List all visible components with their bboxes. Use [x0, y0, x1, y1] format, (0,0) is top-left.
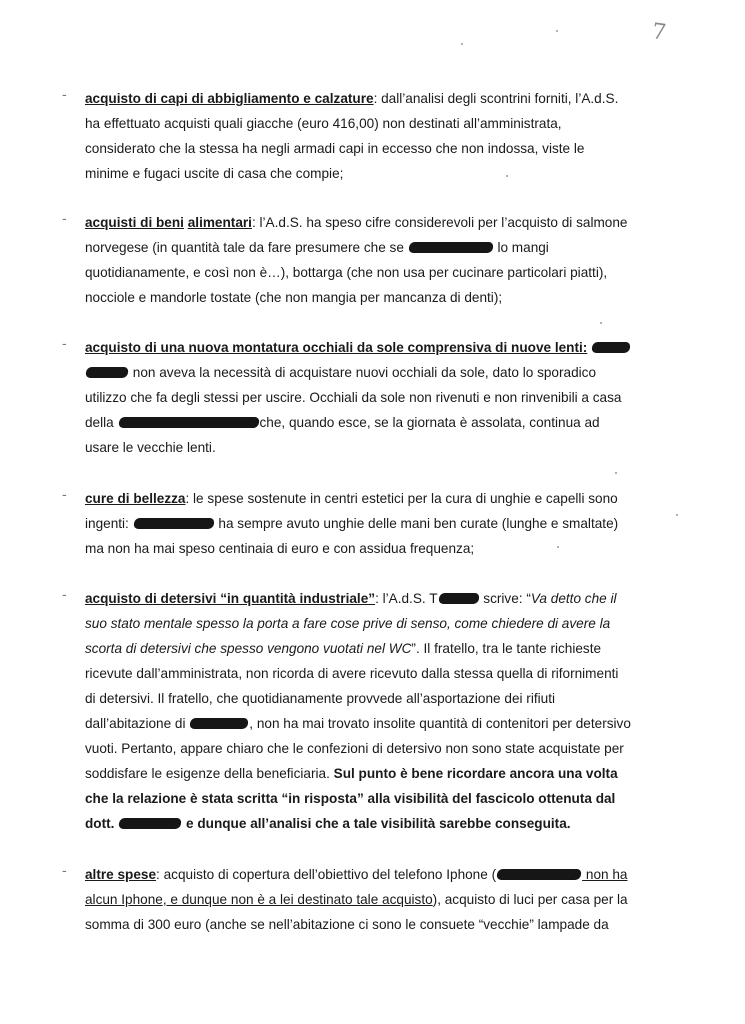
text-line	[85, 285, 682, 310]
text-line	[85, 486, 682, 511]
text-line	[85, 536, 682, 561]
text-segment: ingenti:	[85, 516, 133, 531]
text-segment: utilizzo che fa degli stessi per uscire. Occhiali da sole non rivenuti e non rinvenibili a casa	[85, 390, 622, 405]
text-line	[85, 887, 682, 912]
text-line	[85, 586, 682, 611]
text-line	[85, 360, 682, 385]
text-line	[85, 136, 682, 161]
page-number-mark: 7	[650, 19, 668, 46]
text-segment: suo stato mentale spesso la porta a fare cose prive di senso, come chiedere di avere la	[85, 616, 611, 631]
text-line	[85, 912, 682, 937]
text-line	[85, 260, 682, 285]
text-segment: ma non ha mai speso centinaia di euro e con assidua frequenza;	[85, 541, 475, 556]
redaction-mark	[118, 417, 260, 428]
bullet-dash: -	[62, 486, 67, 502]
text-line	[85, 86, 682, 111]
text-line	[85, 611, 682, 636]
list-item	[62, 486, 682, 561]
text-segment: norvegese (in quantità tale da fare presumere che se	[85, 240, 408, 255]
text-line	[85, 111, 682, 136]
text-segment: soddisfare le esigenze della beneficiaria.	[85, 766, 334, 781]
text-line	[85, 385, 682, 410]
bullet-dash: -	[62, 586, 67, 602]
list-item	[62, 862, 682, 937]
text-line	[85, 661, 682, 686]
text-segment: : dall’analisi degli scontrini forniti, l’A.d.S.	[373, 91, 619, 106]
redaction-mark	[118, 818, 182, 829]
bullet-dash: -	[62, 335, 67, 351]
text-segment: : acquisto di copertura dell’obiettivo del telefono Iphone (	[156, 867, 497, 882]
text-segment: minime e fugaci uscite di casa che compie;	[85, 166, 344, 181]
text-line	[85, 761, 682, 786]
text-segment: ha sempre avuto unghie delle mani ben curate (lunghe e smaltate)	[214, 516, 619, 531]
text-line	[85, 736, 682, 761]
list-item	[62, 586, 682, 836]
list-item	[62, 335, 682, 460]
text-line	[85, 862, 682, 887]
text-segment: non ha	[582, 867, 628, 882]
redaction-mark	[496, 869, 582, 880]
text-segment	[587, 340, 591, 355]
text-segment: acquisto di capi di abbigliamento e calzature	[85, 91, 374, 106]
text-segment: quotidianamente, e così non è…), bottarga (che non usa per cucinare particolari piatti),	[85, 265, 608, 280]
text-segment: ha effettuato acquisti quali giacche (euro 416,00) non destinati all’amministrata,	[85, 116, 562, 131]
redaction-mark	[190, 718, 250, 729]
redaction-mark	[408, 242, 494, 253]
text-segment: che la relazione è stata scritta “in risposta” alla visibilità del fascicolo ottenuta dal	[85, 791, 616, 806]
text-segment: acquisto di una nuova montatura occhiali da sole comprensiva di nuove lenti:	[85, 340, 588, 355]
text-line	[85, 511, 682, 536]
text-segment: : l’A.d.S. ha speso cifre considerevoli per l’acquisto di salmone	[251, 215, 628, 230]
text-segment: vuoti. Pertanto, appare chiaro che le confezioni di detersivo non sono state acquistate per	[85, 741, 624, 756]
text-segment: dall’abitazione di	[85, 716, 190, 731]
text-segment: somma di 300 euro (anche se nell’abitazione ci sono le consuete “vecchie” lampade da	[85, 917, 609, 932]
text-segment: della	[85, 415, 118, 430]
bullet-dash: -	[62, 210, 67, 226]
redaction-mark	[591, 342, 631, 353]
text-segment: alcun Iphone, e dunque non è a lei destinato tale acquisto	[85, 892, 433, 907]
text-line	[85, 435, 682, 460]
text-segment: acquisto di detersivi “in quantità industriale”	[85, 591, 376, 606]
text-line	[85, 235, 682, 260]
text-segment: nocciole e mandorle tostate (che non mangia per mancanza di denti);	[85, 290, 503, 305]
redaction-mark	[85, 367, 129, 378]
text-segment: ricevute dall’amministrata, non ricorda di avere ricevuto dalla stessa quella di rifornimenti	[85, 666, 619, 681]
text-segment: cure di bellezza	[85, 491, 186, 506]
text-segment: , non ha mai trovato insolite quantità di contenitori per detersivo	[249, 716, 631, 731]
text-line	[85, 161, 682, 186]
text-segment: considerato che la stessa ha negli armadi capi in eccesso che non indossa, viste le	[85, 141, 585, 156]
text-segment: e dunque all’analisi che a tale visibilità sarebbe conseguita.	[182, 816, 571, 831]
text-segment: altre spese	[85, 867, 157, 882]
text-line	[85, 636, 682, 661]
text-segment: alimentari	[187, 215, 252, 230]
bullet-dash: -	[62, 86, 67, 102]
text-segment: : le spese sostenute in centri estetici per la cura di unghie e capelli sono	[185, 491, 618, 506]
text-segment: dott.	[85, 816, 119, 831]
text-segment: lo mangi	[493, 240, 549, 255]
redaction-mark	[438, 593, 480, 604]
text-segment: che, quando esce, se la giornata è assolata, continua ad	[259, 415, 600, 430]
text-line	[85, 786, 682, 811]
list-item	[62, 86, 682, 186]
text-segment: di detersivi. Il fratello, che quotidianamente provvede all’asportazione dei rifiuti	[85, 691, 555, 706]
text-line	[85, 335, 682, 360]
text-segment: : l’A.d.S. T	[375, 591, 438, 606]
text-line	[85, 210, 682, 235]
text-segment: scrive: “	[479, 591, 531, 606]
text-line	[85, 686, 682, 711]
text-segment: scorta di detersivi che spesso vengono vuotati nel WC	[85, 641, 412, 656]
text-segment: ”. Il fratello, tra le tante richieste	[411, 641, 602, 656]
text-line	[85, 410, 682, 435]
text-segment: usare le vecchie lenti.	[85, 440, 216, 455]
text-segment: non aveva la necessità di acquistare nuovi occhiali da sole, dato lo sporadico	[129, 365, 597, 380]
text-segment: Sul punto è bene ricordare ancora una volta	[333, 766, 618, 781]
text-line	[85, 711, 682, 736]
bullet-dash: -	[62, 862, 67, 878]
text-segment: Va detto che il	[530, 591, 617, 606]
text-line	[85, 811, 682, 836]
text-segment: ), acquisto di luci per casa per la	[432, 892, 628, 907]
list-item	[62, 210, 682, 310]
text-segment: acquisti di beni	[85, 215, 184, 230]
redaction-mark	[133, 518, 215, 529]
